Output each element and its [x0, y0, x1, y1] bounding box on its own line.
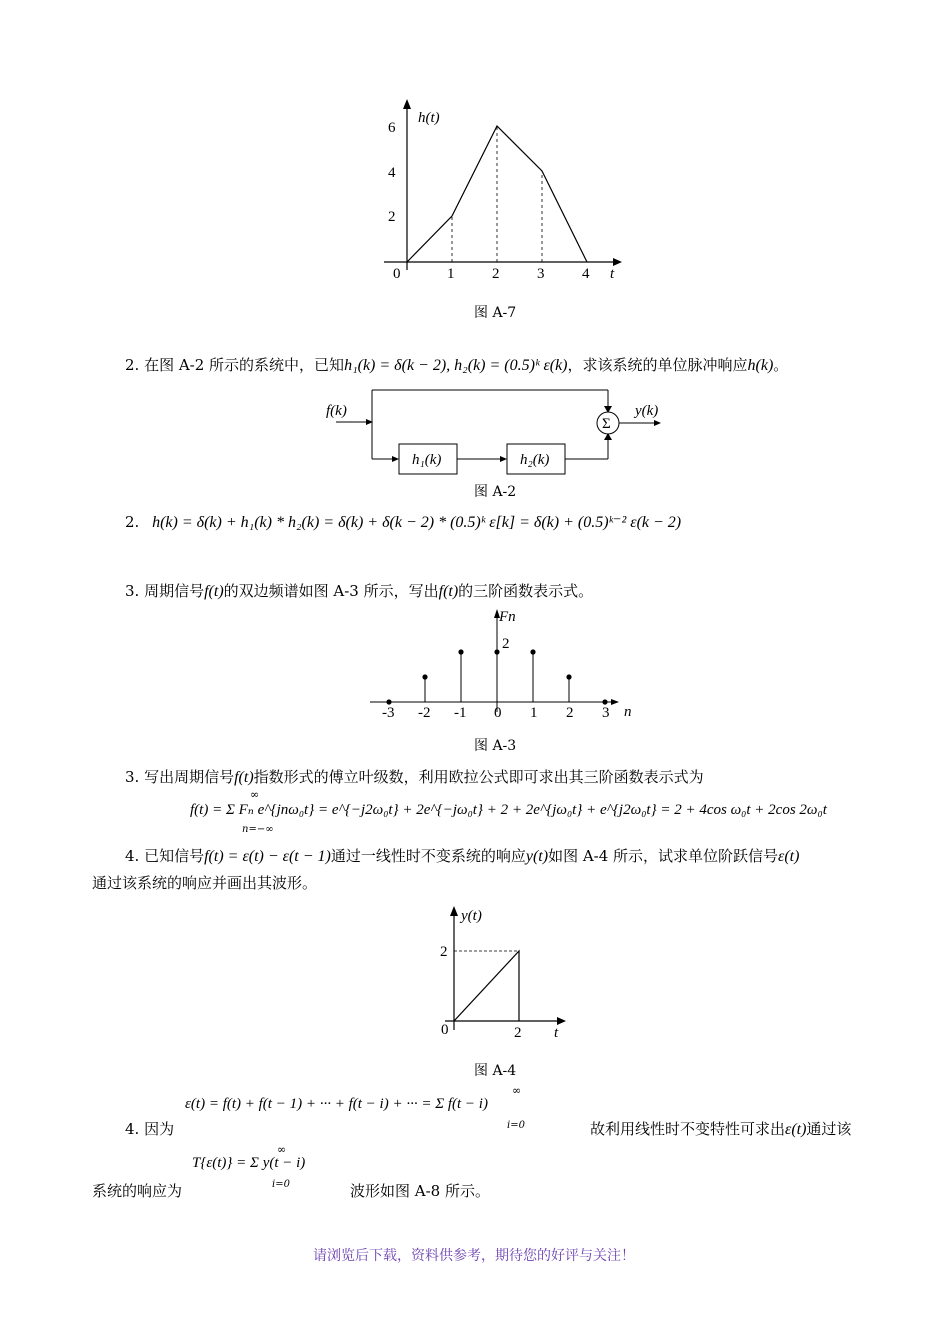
caption-a7: 图 A-7: [474, 305, 517, 321]
a4-step: ε(t): [785, 1121, 807, 1138]
a3-sum-bottom: n=−∞: [242, 824, 274, 835]
origin-label: 0: [393, 266, 401, 282]
a4-sum-top-1: ∞: [512, 1084, 522, 1097]
spectrum-point: [422, 674, 427, 679]
a2-formula: h(k) = δ(k) + h₁(k) * h₂(k) = δ(k) + δ(k − 2) * (0.5)ᵏ ε[k] = δ(k) + (0.5)ᵏ⁻² ε(k − 2): [152, 514, 682, 531]
y-axis-arrow-icon: [450, 906, 458, 916]
a3-text2: 指数形式的傅立叶级数，利用欧拉公式即可求出其三阶函数表示式为: [253, 768, 704, 786]
n-tick-label: -1: [454, 705, 467, 721]
n-tick-label: 0: [494, 705, 502, 721]
y-tick-2: 2: [440, 944, 448, 960]
figure-a7: [370, 95, 630, 295]
a3-formula: f(t) = Σ Fₙ e^{jnω₀t} = e^{−j2ω₀t} + 2e^{−jω₀t} + 2 + 2e^{jω₀t} + e^{j2ω₀t} = 2 + 4cos ω₀t + 2cos 2ω₀t: [190, 802, 827, 818]
y-tick-4: 4: [388, 165, 396, 181]
q4-step: ε(t): [778, 848, 800, 865]
x-tick-2: 2: [492, 266, 500, 282]
output-label: y(k): [635, 403, 659, 419]
a3-sym: f(t): [234, 769, 254, 786]
caption-a3: 图 A-3: [474, 738, 517, 754]
q2-tail: ，求该系统的单位脉冲响应: [567, 356, 748, 374]
block-h2-label: h₂(k): [520, 452, 550, 468]
a4-text2: 故利用线性时不变特性可求出: [590, 1120, 786, 1138]
peak-label: 2: [502, 636, 510, 652]
question-2: [125, 354, 788, 375]
y-tick-6: 6: [388, 120, 396, 136]
a4-text1: 4. 因为: [125, 1120, 175, 1138]
a4-sum-top-2: ∞: [277, 1143, 287, 1156]
spectrum-point: [458, 649, 463, 654]
n-tick-label: -2: [418, 705, 431, 721]
q4-formula: f(t) = ε(t) − ε(t − 1): [204, 848, 331, 865]
q2-target: h(k): [747, 357, 774, 374]
n-tick-label: -3: [382, 705, 395, 721]
caption-a4: 图 A-4: [474, 1063, 517, 1079]
spectrum-point: [494, 649, 499, 654]
a3-sum-top: ∞: [250, 788, 260, 801]
x-axis-label: t: [554, 1025, 559, 1041]
n-tick-label: 2: [566, 705, 574, 721]
a4-text3: 通过该: [806, 1120, 852, 1138]
x-tick-2: 2: [514, 1025, 522, 1041]
spectrum-point: [566, 674, 571, 679]
q3-sym-1: f(t): [204, 583, 224, 600]
answer-2: [125, 512, 681, 532]
a4-formula1: ε(t) = f(t) + f(t − 1) + ··· + f(t − i) + ··· = Σ f(t − i): [185, 1096, 488, 1112]
block-h1-label: h₁(k): [412, 452, 442, 468]
q4-text3: 如图 A-4 所示，试求单位阶跃信号: [548, 847, 779, 865]
x-axis-arrow-icon: [611, 699, 619, 705]
x-axis-label: t: [610, 266, 615, 282]
q2-text: 2. 在图 A-2 所示的系统中，已知: [125, 356, 345, 374]
q3-sym-2: f(t): [438, 583, 459, 600]
q3-text2: 的双边频谱如图 A-3 所示，写出: [223, 582, 439, 600]
spectrum-point: [602, 699, 607, 704]
question-3: [125, 580, 593, 601]
a4-line1-tail: [590, 1118, 851, 1139]
arrow-icon: [654, 420, 661, 426]
figure-a2: [320, 382, 680, 482]
q4-text2: 通过一线性时不变系统的响应: [330, 847, 526, 865]
x-tick-3: 3: [537, 266, 545, 282]
summer-symbol: Σ: [602, 416, 611, 432]
y-axis-label: y(t): [461, 908, 482, 924]
a4-sum-bottom-1: i=0: [507, 1120, 525, 1131]
y-axis-arrow-icon: [403, 99, 411, 109]
origin-label: 0: [441, 1022, 449, 1038]
q4-resp: y(t): [525, 848, 549, 865]
y-curve: [454, 951, 519, 1021]
a4-text4: 系统的响应为: [92, 1182, 183, 1200]
y-axis-label: Fn: [499, 609, 516, 625]
x-axis-arrow-icon: [613, 258, 622, 266]
x-tick-4: 4: [582, 266, 590, 282]
figure-a3: [365, 606, 645, 726]
answer-3: [125, 766, 704, 787]
q2-formula: h₁(k) = δ(k − 2), h₂(k) = (0.5)ᵏ ε(k): [344, 357, 568, 374]
x-axis-arrow-icon: [557, 1017, 566, 1025]
arrow-icon: [392, 456, 399, 462]
spectrum-point: [386, 699, 391, 704]
footer-note: 请浏览后下载，资料供参考，期待您的好评与关注！: [313, 1248, 635, 1264]
spectrum-point: [530, 649, 535, 654]
a4-text5: 波形如图 A-8 所示。: [350, 1182, 490, 1200]
y-tick-2: 2: [388, 209, 396, 225]
q3-text1: 3. 周期信号: [125, 582, 205, 600]
arrow-icon: [500, 456, 507, 462]
x-tick-1: 1: [447, 266, 455, 282]
a3-text1: 3. 写出周期信号: [125, 768, 235, 786]
a4-formula2: T{ε(t)} = Σ y(t − i): [192, 1155, 306, 1171]
a4-sum-bottom-2: i=0: [272, 1179, 290, 1190]
a2-num: 2.: [125, 513, 140, 531]
spectrum-stems: [382, 649, 610, 721]
input-label: f(k): [326, 403, 347, 419]
question-4: [125, 845, 799, 866]
y-axis-label: h(t): [418, 110, 440, 126]
q3-text3: 的三阶函数表示式。: [458, 582, 594, 600]
q4-line2: 通过该系统的响应并画出其波形。: [92, 874, 318, 892]
q2-end: 。: [773, 356, 789, 374]
figure-a4: [425, 900, 585, 1045]
q4-text1: 4. 已知信号: [125, 847, 205, 865]
x-axis-label: n: [624, 704, 632, 720]
n-tick-label: 3: [602, 705, 610, 721]
n-tick-label: 1: [530, 705, 538, 721]
caption-a2: 图 A-2: [474, 484, 517, 500]
